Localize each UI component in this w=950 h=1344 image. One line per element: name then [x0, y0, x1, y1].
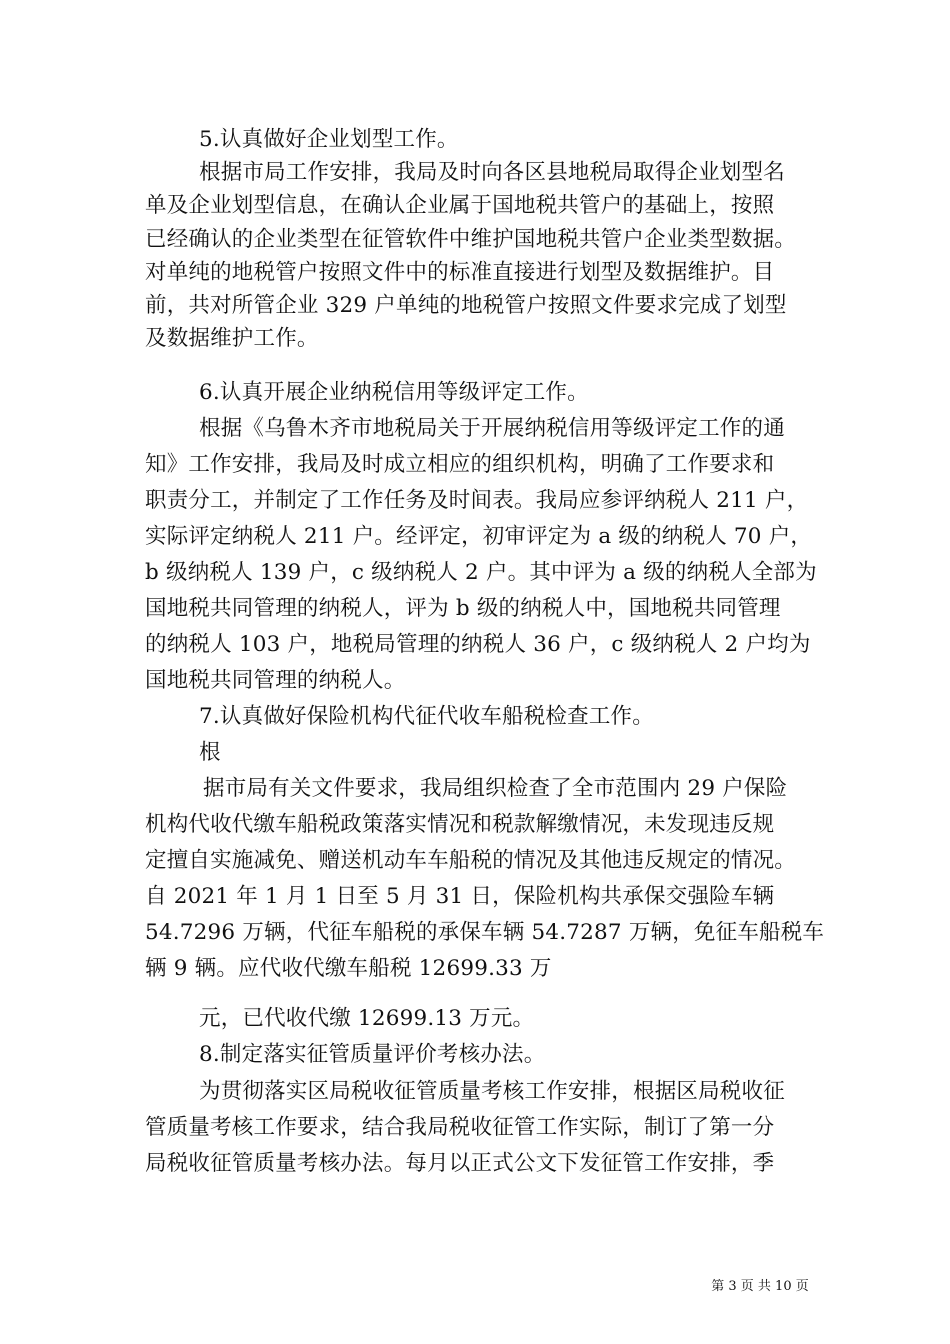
paragraph-line: 根	[199, 740, 221, 765]
paragraph-line: 定擅自实施减免、赠送机动车车船税的情况及其他违反规定的情况。	[145, 848, 797, 873]
section-heading-7: 7.认真做好保险机构代征代收车船税检查工作。	[199, 704, 654, 729]
paragraph-line: 为贯彻落实区局税收征管质量考核工作安排，根据区局税收征	[199, 1079, 785, 1104]
paragraph-line: 及数据维护工作。	[145, 326, 319, 351]
paragraph-line: 知》工作安排，我局及时成立相应的组织机构，明确了工作要求和	[145, 452, 775, 477]
paragraph-line: 管质量考核工作要求，结合我局税收征管工作实际，制订了第一分	[145, 1115, 775, 1140]
paragraph-line: 对单纯的地税管户按照文件中的标准直接进行划型及数据维护。目	[145, 260, 775, 285]
paragraph-line: 单及企业划型信息，在确认企业属于国地税共管户的基础上，按照	[145, 193, 775, 218]
paragraph-line: 已经确认的企业类型在征管软件中维护国地税共管户企业类型数据。	[145, 227, 797, 252]
paragraph-line: b 级纳税人 139 户，c 级纳税人 2 户。其中评为 a 级的纳税人全部为	[145, 560, 817, 585]
paragraph-line: 局税收征管质量考核办法。每月以正式公文下发征管工作安排，季	[145, 1151, 775, 1176]
paragraph-line: 54.7296 万辆，代征车船税的承保车辆 54.7287 万辆，免征车船税车	[145, 920, 825, 945]
paragraph-line: 据市局有关文件要求，我局组织检查了全市范围内 29 户保险	[203, 776, 788, 801]
paragraph-line: 前，共对所管企业 329 户单纯的地税管户按照文件要求完成了划型	[145, 293, 787, 318]
paragraph-line: 根据《乌鲁木齐市地税局关于开展纳税信用等级评定工作的通	[199, 416, 785, 441]
paragraph-line: 国地税共同管理的纳税人，评为 b 级的纳税人中，国地税共同管理	[145, 596, 781, 621]
paragraph-line: 根据市局工作安排，我局及时向各区县地税局取得企业划型名	[199, 160, 785, 185]
section-heading-8: 8.制定落实征管质量评价考核办法。	[199, 1042, 546, 1067]
page-number-footer: 第 3 页 共 10 页	[711, 1279, 809, 1294]
section-heading-6: 6.认真开展企业纳税信用等级评定工作。	[199, 380, 589, 405]
paragraph-line: 辆 9 辆。应代收代缴车船税 12699.33 万	[145, 956, 552, 981]
paragraph-line: 职责分工，并制定了工作任务及时间表。我局应参评纳税人 211 户，	[145, 488, 809, 513]
paragraph-line: 的纳税人 103 户，地税局管理的纳税人 36 户，c 级纳税人 2 户均为	[145, 632, 811, 657]
section-heading-5: 5.认真做好企业划型工作。	[199, 127, 459, 152]
paragraph-line: 机构代收代缴车船税政策落实情况和税款解缴情况，未发现违反规	[145, 812, 775, 837]
paragraph-line: 国地税共同管理的纳税人。	[145, 668, 406, 693]
paragraph-line: 自 2021 年 1 月 1 日至 5 月 31 日，保险机构共承保交强险车辆	[145, 884, 775, 909]
paragraph-line: 实际评定纳税人 211 户。经评定，初审评定为 a 级的纳税人 70 户，	[145, 524, 813, 549]
paragraph-line: 元，已代收代缴 12699.13 万元。	[199, 1006, 535, 1031]
